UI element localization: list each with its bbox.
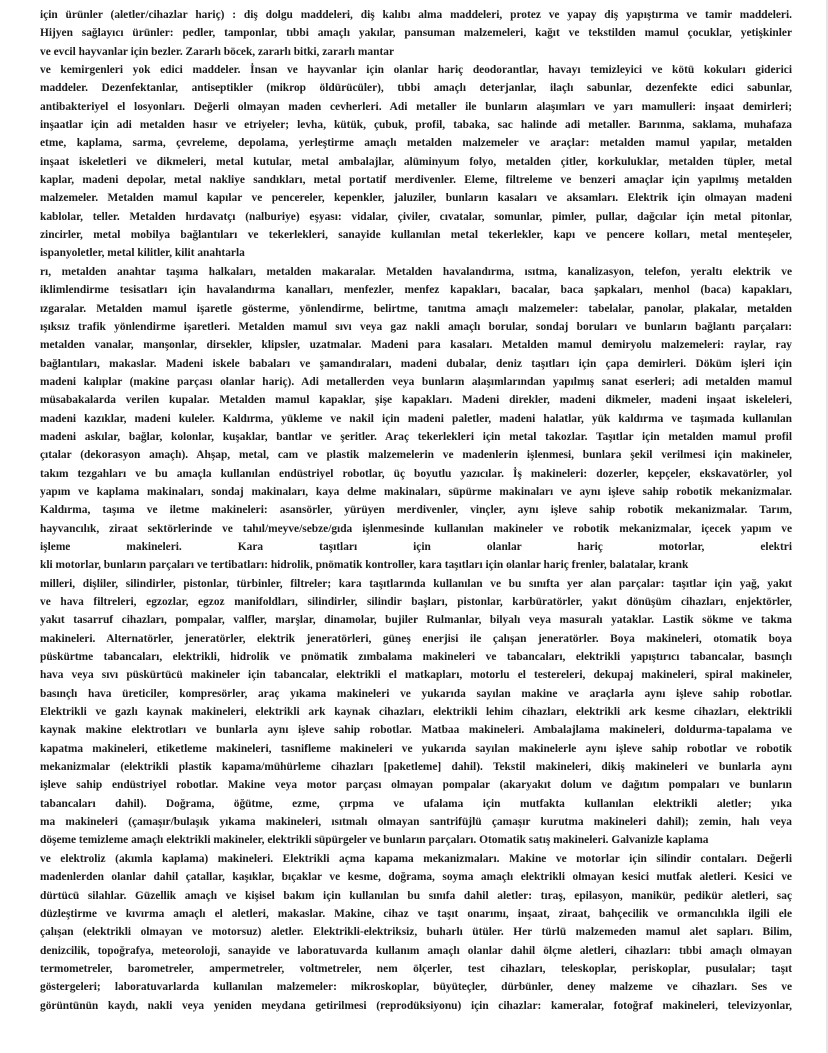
text-line: dürtücü silahlar. Güzellik amaçlı ve kişisel bakım için kullanılan bu sınıfa dahil aletler: tıraş, epilasyon, manikür, pedikür aletleri, saç: [40, 889, 792, 902]
text-line: yakıt tasarruf cihazları, pompalar, valfler, marşlar, dinamolar, bujiler Rulmanlar, bilyalı veya masuralı yataklar. Lastik sökme ve takma: [40, 614, 792, 627]
text-line: görüntünün kaydı, nakli veya yeniden meydana getirilmesi (reprodüksiyonu) için cihazlar: kameralar, fotoğraf makineleri, televizyonlar,: [40, 999, 792, 1012]
text-line: inşaatlar için adi metalden hasır ve etriyeler; levha, kütük, çubuk, profil, tabaka, sac halinde adi metaller. Barınma, saklama, muhafaza: [40, 119, 792, 132]
text-line: ma makineleri (çamaşır/bulaşık yıkama makineleri, ısıtmalı olmayan santrifüjlü çamaşır kurutma makineleri dahil); zemin, halı veya: [40, 816, 792, 829]
text-line: zincirler, metal mobilya bağlantıları ve tekerlekleri, sanayide kullanılan metal tekerlekler, kapı ve pencere kolları, metal menteşeler,: [40, 229, 792, 242]
text-line: denizcilik, topoğrafya, meteoroloji, sanayide ve laboratuvarda kullanım amaçlı olanlar dahil ölçme aletleri, cihazları: tıbbi amaçlı olmayan: [40, 944, 792, 957]
text-line: göstergeleri; laboratuvarlarda kullanılan malzemeler: mikroskoplar, büyüteçler, dürbünler, deney malzeme ve cihazları. Ses ve: [40, 981, 792, 994]
text-line: işleme makineleri. Kara taşıtları için olanlar hariç motorlar, elektri: [40, 540, 792, 553]
text-line: Elektrikli ve gazlı kaynak makineleri, elektrikli ark kaynak cihazları, elektrikli lehim cihazları, elektrikli ark kesme cihazları, elektrikli: [40, 706, 792, 719]
text-line: hayvancılık, ziraat sektörlerinde ve tahıl/meyve/sebze/gıda işlenmesinde kullanılan makineler ve robotik mekanizmalar, içecek yapım ve: [40, 522, 792, 535]
text-line: yapım ve kaplama makinaları, sondaj makinaları, kaya delme makinaları, süpürme makinaları ve aynı işleve sahip robotik mekanizmalar.: [40, 485, 792, 498]
text-line: madeni kalıplar (makine parçası olanlar hariç). Adi metallerden veya bunların alaşımlarından yapılmış sanat eserleri; adi metalden mamul: [40, 375, 792, 388]
text-line: kaplar, madeni depolar, metal nakliye sandıkları, metal portatif merdivenler. Eleme, filtreleme ve benzeri amaçlar için yapılmış metalden: [40, 174, 792, 187]
text-line: ızgaralar. Metalden mamul işaretle gösterme, yönlendirme, belirtme, tanıtma amaçlı malzemeler: tabelalar, panolar, plakalar, metalden: [40, 302, 792, 315]
text-line: işleve sahip endüstriyel robotlar. Makine veya motor parçası olmayan pompalar (akaryakıt dolum ve dağıtım pompaları ve bunların: [40, 779, 792, 792]
text-line: çalışan (elektrikli olmayan ve motorsuz) aletler. Elektrikli-elektriksiz, buharlı ütüler. Her türlü malzemeden mamul alet sapları. Bilim,: [40, 926, 792, 939]
text-line: ve kemirgenleri yok edici maddeler. İnsan ve hayvanlar için olanlar hariç deodorantlar, havayı temizleyici ve kötü kokuları giderici: [40, 64, 792, 77]
text-line: ve evcil hayvanlar için bezler. Zararlı böcek, zararlı bitki, zararlı mantar: [40, 45, 394, 58]
text-line: takım tezgahları ve bu amaçla kullanılan endüstriyel robotlar, üç boyutlu yazıcılar. İş makineleri: dozerler, kepçeler, ekskavatörler, yol: [40, 467, 792, 480]
text-line: madenlerden olanlar dahil çatallar, kaşıklar, bıçaklar ve kesme, doğrama, soyma amaçlı elektrikli olmayan kesici mutfak aletleri. Kesici ve: [40, 871, 792, 884]
text-line: kaynak makine elektrotları ve bunlarla aynı işleve sahip robotlar. Matbaa makineleri. Ambalajlama makineleri, doldurma-tapalama ve: [40, 724, 792, 737]
text-line: madeni askılar, bağlar, kolonlar, kuşaklar, bantlar ve şeritler. Araç tekerlekleri için metal takozlar. Taşıtlar için metalden mamul profil: [40, 430, 792, 443]
text-line: döşeme temizleme amaçlı elektrikli makineler, elektrikli süpürgeler ve bunların parçaları. Otomatik satış makineleri. Galvanizle kaplama: [40, 834, 709, 847]
text-line: müsabakalarda verilen kupalar. Metalden mamul kapaklar, şişe kapakları. Madeni direkler, madeni dikmeler, madeni inşaat iskeleleri,: [40, 394, 792, 407]
text-line: etme, kaplama, sarma, çevreleme, depolama, yerleştirme amaçlı metalden malzemeler ve araçlar: metalden mamul yapılar, metalden: [40, 137, 792, 150]
text-line: hava veya sıvı püskürtücü makineler için tabancalar, elektrikli el matkapları, motorlu el testereleri, dekupaj makineleri, spiral makineler,: [40, 669, 792, 682]
text-line: kapatma makineleri, etiketleme makineleri, tasnifleme makineleri ve yukarıda sayılan makinelerle aynı işleve sahip robotlar ve robotik: [40, 742, 792, 755]
text-line: Kaldırma, taşıma ve iletme makineleri: asansörler, yürüyen merdivenler, vinçler, aynı işleve sahip robotik mekanizmalar. Tarım,: [40, 504, 792, 517]
text-line: antibakteriyel el losyonları. Değerli olmayan maden cevherleri. Adi metaller ile bunların alaşımları ve yarı mamulleri: inşaat demirleri;: [40, 100, 792, 113]
text-line: malzemeler. Metalden mamul kapılar ve pencereler, kepenkler, jaluziler, bunların kasaları ve aksamları. Elektrik için olmayan madeni: [40, 192, 792, 205]
text-line: ışıksız trafik yönlendirme işaretleri. Metalden mamul sıvı veya gaz nakli amaçlı borular, sondaj boruları ve bunların bağlantı parçaları:: [40, 320, 792, 333]
text-line: ispanyoletler, metal kilitler, kilit anahtarla: [40, 247, 245, 260]
document-body-text: [40, 6, 792, 1015]
text-line: maddeler. Dezenfektanlar, antiseptikler (mikrop öldürücüler), tıbbi amaçlı deterjanlar, ilaçlı sabunlar, dezenfekte edici sabunlar,: [40, 82, 792, 95]
text-line: iklimlendirme tesisatları için havalandırma kanalları, menfezler, menfez kapakları, bacalar, baca şapkaları, menhol (baca) kapakları,: [40, 284, 792, 297]
text-line: düzleştirme ve kıvırma amaçlı el aletleri, makaslar. Makine, cihaz ve taşıt onarımı, inşaat, ziraat, bahçecilik ve ormancılıkla ilgili ele: [40, 907, 792, 920]
text-line: için ürünler (aletler/cihazlar hariç) : diş dolgu maddeleri, diş kalıbı alma maddeleri, protez ve yapay diş yapıştırma ve tamir maddeleri.: [40, 9, 792, 21]
text-line: çıtalar (dekorasyon amaçlı). Ahşap, metal, cam ve plastik malzemelerin ve madenlerin işlenmesi, bunlara şekil verilmesi için makineler,: [40, 449, 792, 462]
text-line: kli motorlar, bunların parçaları ve tertibatları: hidrolik, pnömatik kontroller, kara taşıtları için olanlar hariç frenler, balatalar, krank: [40, 559, 689, 572]
text-line: basınçlı hava üreticiler, kompresörler, araç yıkama makineleri ve yukarıda sayılan makine ve araçlarla aynı işleve sahip robotlar.: [40, 687, 792, 700]
text-line: kablolar, teller. Metalden hırdavatçı (nalburiye) eşyası: vidalar, çiviler, cıvatalar, somunlar, pimler, pullar, dağcılar için metal pitonlar,: [40, 210, 792, 223]
text-line: makineleri. Alternatörler, jeneratörler, elektrik jeneratörleri, güneş enerjisi ile çalışan jeneratörler. Boya makineleri, otomatik boya: [40, 632, 792, 645]
text-line: milleri, dişliler, silindirler, pistonlar, türbinler, filtreler; kara taşıtlarında kullanılan ve bu sınıfta yer alan parçalar: taşıtlar için yağ, yakıt: [40, 577, 792, 590]
text-line: mekanizmalar (elektrikli plastik kapama/mühürleme cihazları [paketleme] dahil). Tekstil makineleri, dikiş makineleri ve bunlarla aynı: [40, 761, 792, 774]
text-line: madeni kazıklar, madeni kuleler. Kaldırma, yükleme ve nakil için madeni paletler, madeni halatlar, yük kaldırma ve taşımada kullanılan: [40, 412, 792, 425]
text-line: metalden vanalar, manşonlar, dirsekler, klipsler, uzatmalar. Madeni para kasaları. Metalden mamul demiryolu malzemeleri: raylar, ray: [40, 339, 792, 352]
text-line: ve hava filtreleri, egzozlar, egzoz manifoldları, silindirler, silindir başları, pistonlar, karbüratörler, yakıt dönüşüm cihazları, enjektörler,: [40, 596, 792, 608]
text-line: püskürtme tabancaları, elektrikli, hidrolik ve pnömatik zımbalama makineleri ve tabancaları, elektrikli yapıştırıcı tabancalar, basınçlı: [40, 651, 792, 664]
text-line: Hijyen sağlayıcı ürünler: pedler, tamponlar, tıbbi amaçlı yakılar, pansuman malzemeleri, kağıt ve tekstilden mamul çocuklar, yetişkinler: [40, 27, 792, 40]
text-line: ve elektroliz (akımla kaplama) makineleri. Elektrikli açma kapama mekanizmaları. Makine ve motorlar için silindir contaları. Değerli: [40, 852, 792, 865]
text-line: termometreler, barometreler, ampermetreler, voltmetreler, nem ölçerler, test cihazları, teleskoplar, periskoplar, pusulalar; taşıt: [40, 962, 792, 975]
text-line: inşaat iskeletleri ve dikmeleri, metal kutular, metal ambalajlar, alüminyum folyo, metalden çitler, korkuluklar, metalden tüpler, metal: [40, 155, 792, 168]
text-line: rı, metalden anahtar taşıma halkaları, metalden makaralar. Metalden havalandırma, ısıtma, kanalizasyon, telefon, yeraltı elektrik ve: [40, 265, 792, 278]
text-line: bağlantıları, makaslar. Madeni iskele babaları ve şamandıraları, madeni dubalar, deniz taşıtları için çapa demirleri. Döküm işleri için: [40, 357, 792, 370]
text-line: tabancaları dahil). Doğrama, öğütme, ezme, çırpma ve ufalama için mutfakta kullanılan elektrikli aletler; yıka: [40, 797, 792, 810]
